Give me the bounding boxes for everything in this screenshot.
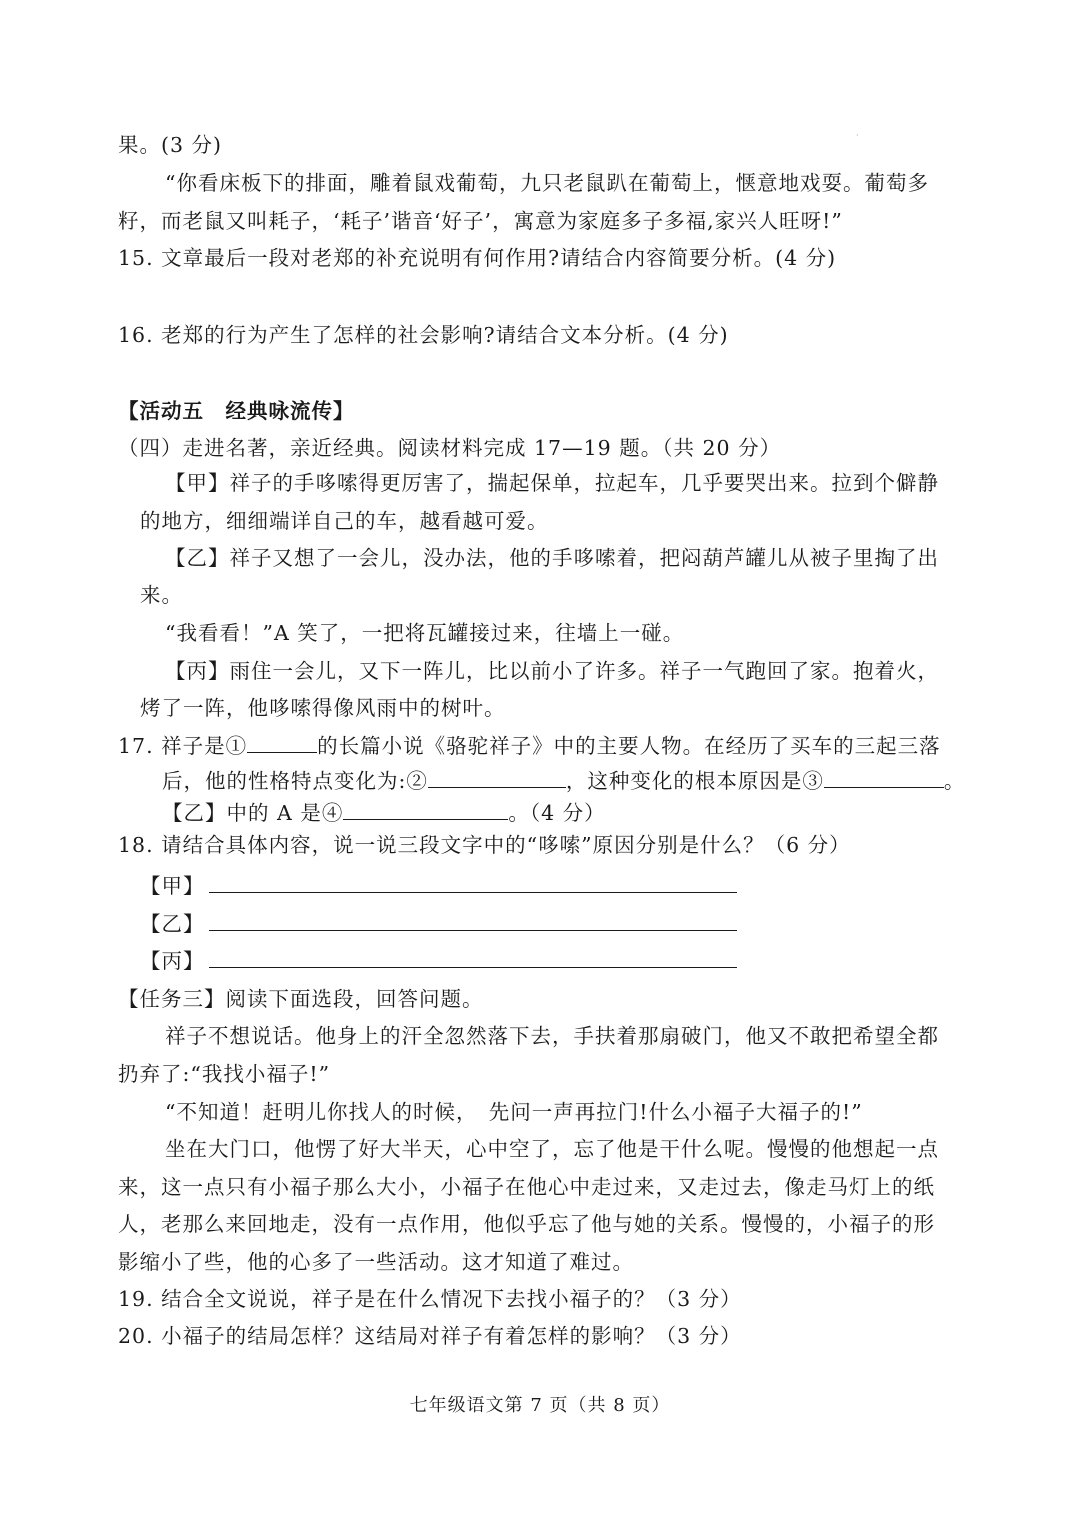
text-line: 籽，而老鼠又叫耗子，‘耗子’谐音‘好子’，寓意为家庭多子多福,家兴人旺呀!” bbox=[118, 209, 843, 233]
question-20: 20. 小福子的结局怎样？这结局对祥子有着怎样的影响？（3 分） bbox=[118, 1324, 742, 1348]
blank-2[interactable] bbox=[428, 765, 566, 788]
passage-yi: 【乙】祥子又想了一会儿，没办法，他的手哆嗦着，把闷葫芦罐儿从被子里掏了出 bbox=[165, 546, 939, 570]
answer-label: 【甲】 bbox=[140, 874, 205, 898]
text-line: 果。(3 分) bbox=[118, 133, 223, 157]
excerpt-p2: “不知道！赶明儿你找人的时候， 先问一声再拉门!什么小福子大福子的!” bbox=[165, 1100, 863, 1124]
excerpt-p3-cont: 人，老那么来回地走，没有一点作用，他似乎忘了他与她的关系。慢慢的，小福子的形 bbox=[118, 1212, 935, 1236]
blank-3[interactable] bbox=[824, 765, 944, 788]
passage-jia-cont: 的地方，细细端详自己的车，越看越可爱。 bbox=[140, 509, 549, 533]
q17-end: 。 bbox=[943, 769, 966, 793]
question-15: 15. 文章最后一段对老郑的补充说明有何作用?请结合内容简要分析。(4 分) bbox=[118, 246, 837, 270]
question-17-line1 bbox=[118, 730, 941, 761]
answer-line[interactable] bbox=[209, 906, 737, 931]
q17-prefix2: 后，他的性格特点变化为:② bbox=[162, 769, 428, 793]
passage-yi-cont: 来。 bbox=[140, 583, 183, 607]
activity-heading: 【活动五 经典咏流传】 bbox=[118, 399, 355, 423]
blank-4[interactable] bbox=[343, 797, 508, 820]
q17-prefix: 17. 祥子是① bbox=[118, 734, 248, 758]
answer-row-yi bbox=[140, 906, 737, 939]
q17-mid: ，这种变化的根本原因是③ bbox=[565, 769, 824, 793]
excerpt-p3: 坐在大门口，他愣了好大半天，心中空了，忘了他是干什么呢。慢慢的他想起一点 bbox=[165, 1137, 939, 1161]
passage-yi-quote: “我看看！”A 笑了，一把将瓦罐接过来，往墙上一碰。 bbox=[165, 621, 685, 645]
passage-bing: 【丙】雨住一会儿，又下一阵儿，比以前小了许多。祥子一气跑回了家。抱着火， bbox=[165, 659, 939, 683]
answer-label: 【丙】 bbox=[140, 949, 205, 973]
task-heading: 【任务三】阅读下面选段，回答问题。 bbox=[118, 987, 484, 1011]
excerpt-p1: 祥子不想说话。他身上的汗全忽然落下去，手扶着那扇破门，他又不敢把希望全都 bbox=[165, 1024, 939, 1048]
page-footer: 七年级语文第 7 页（共 8 页） bbox=[409, 1395, 671, 1416]
scan-speck: · bbox=[856, 131, 859, 140]
question-18: 18. 请结合具体内容，说一说三段文字中的“哆嗦”原因分别是什么？（6 分） bbox=[118, 833, 851, 857]
question-19: 19. 结合全文说说，祥子是在什么情况下去找小福子的？（3 分） bbox=[118, 1287, 742, 1311]
q17-prefix3: 【乙】中的 A 是④ bbox=[162, 801, 344, 825]
q17-suffix: 的长篇小说《骆驼祥子》中的主要人物。在经历了买车的三起三落 bbox=[317, 734, 941, 758]
question-16: 16. 老郑的行为产生了怎样的社会影响?请结合文本分析。(4 分) bbox=[118, 323, 729, 347]
answer-label: 【乙】 bbox=[140, 912, 205, 936]
question-17-line3 bbox=[162, 797, 606, 828]
question-17-line2 bbox=[162, 765, 965, 796]
answer-row-jia bbox=[140, 868, 737, 901]
answer-line[interactable] bbox=[209, 868, 737, 893]
answer-row-bing bbox=[140, 943, 737, 976]
blank-1[interactable] bbox=[247, 730, 317, 753]
answer-line[interactable] bbox=[209, 943, 737, 968]
text-line: “你看床板下的排面，雕着鼠戏葡萄，九只老鼠趴在葡萄上，惬意地戏耍。葡萄多 bbox=[165, 171, 929, 195]
passage-bing-cont: 烤了一阵，他哆嗦得像风雨中的树叶。 bbox=[140, 696, 506, 720]
section-heading: （四）走进名著，亲近经典。阅读材料完成 17—19 题。（共 20 分） bbox=[118, 436, 782, 460]
excerpt-p3-cont: 影缩小了些，他的心多了一些活动。这才知道了难过。 bbox=[118, 1250, 634, 1274]
q17-score: 。（4 分） bbox=[508, 801, 606, 825]
excerpt-p1-cont: 扔弃了:“我找小福子!” bbox=[118, 1062, 331, 1086]
passage-jia: 【甲】祥子的手哆嗦得更厉害了，揣起保单，拉起车，几乎要哭出来。拉到个僻静 bbox=[165, 471, 939, 495]
excerpt-p3-cont: 来，这一点只有小福子那么大小，小福子在他心中走过来，又走过去，像走马灯上的纸 bbox=[118, 1175, 935, 1199]
